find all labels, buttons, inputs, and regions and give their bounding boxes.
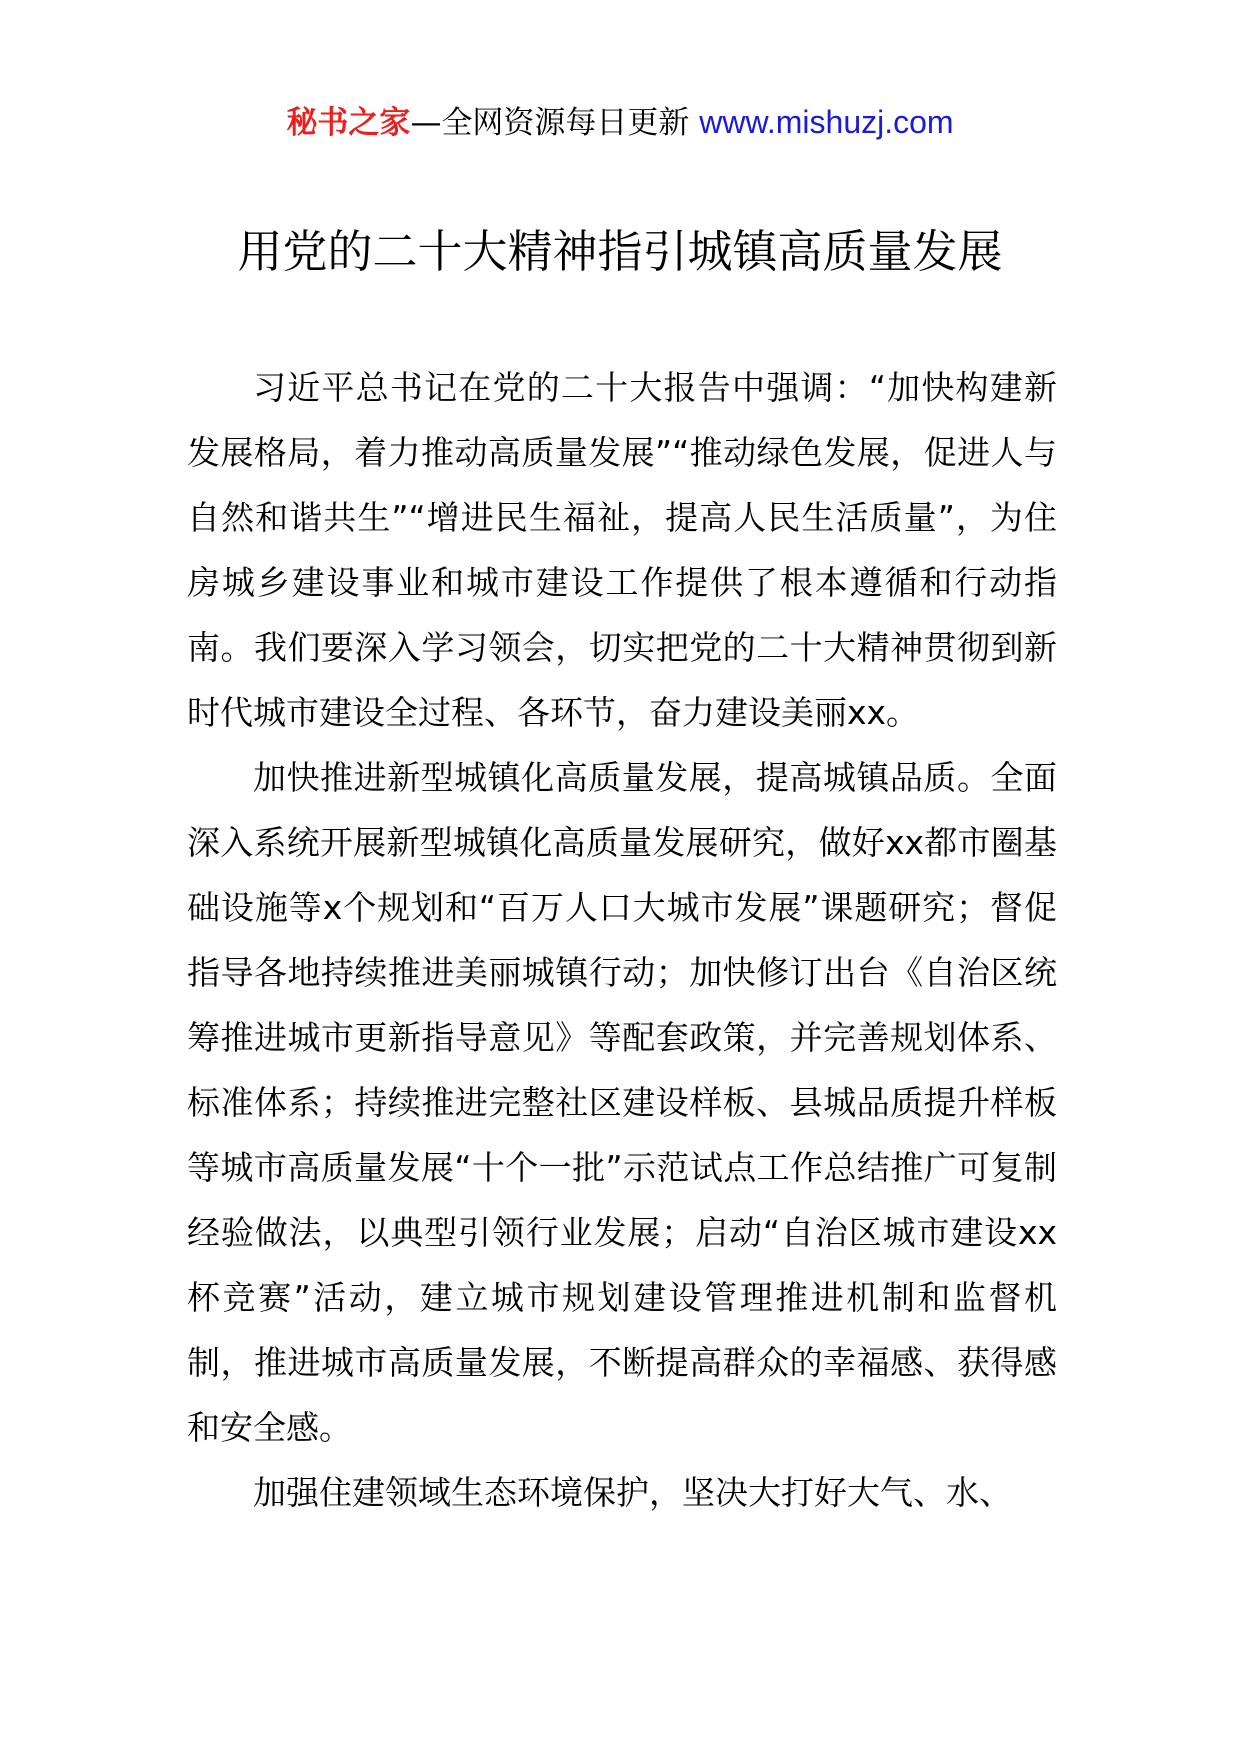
paragraph-1: 习近平总书记在党的二十大报告中强调：“加快构建新发展格局，着力推动高质量发展”“推动绿色发展，促进人与自然和谐共生”“增进民生福祉，提高人民生活质量”，为住房城乡建设事业和城市建设工作提供了根本遵循和行动指南。我们要深入学习领会，切实把党的二十大精神贯彻到新时代城市建设全过程、各环节，奋力建设美丽xx。	[187, 368, 1057, 732]
site-url-link[interactable]: www.mishuzj.com	[699, 104, 954, 140]
brand-name: 秘书之家	[286, 105, 411, 141]
document-title: 用党的二十大精神指引城镇高质量发展	[237, 225, 1003, 278]
header-tagline: —全网资源每日更新	[410, 105, 700, 141]
document-body	[187, 355, 1057, 1525]
paragraph-2: 加快推进新型城镇化高质量发展，提高城镇品质。全面深入系统开展新型城镇化高质量发展研究，做好xx都市圈基础设施等x个规划和“百万人口大城市发展”课题研究；督促指导各地持续推进美丽城镇行动；加快修订出台《自治区统筹推进城市更新指导意见》等配套政策，并完善规划体系、标准体系；持续推进完整社区建设样板、县城品质提升样板等城市高质量发展“十个一批”示范试点工作总结推广可复制经验做法，以典型引领行业发展；启动“自治区城市建设xx杯竞赛”活动，建立城市规划建设管理推进机制和监督机制，推进城市高质量发展，不断提高群众的幸福感、获得感和安全感。	[187, 758, 1057, 1447]
paragraph-3: 加强住建领域生态环境保护，坚决大打好大气、水、	[253, 1473, 1012, 1512]
site-header	[0, 102, 1240, 143]
